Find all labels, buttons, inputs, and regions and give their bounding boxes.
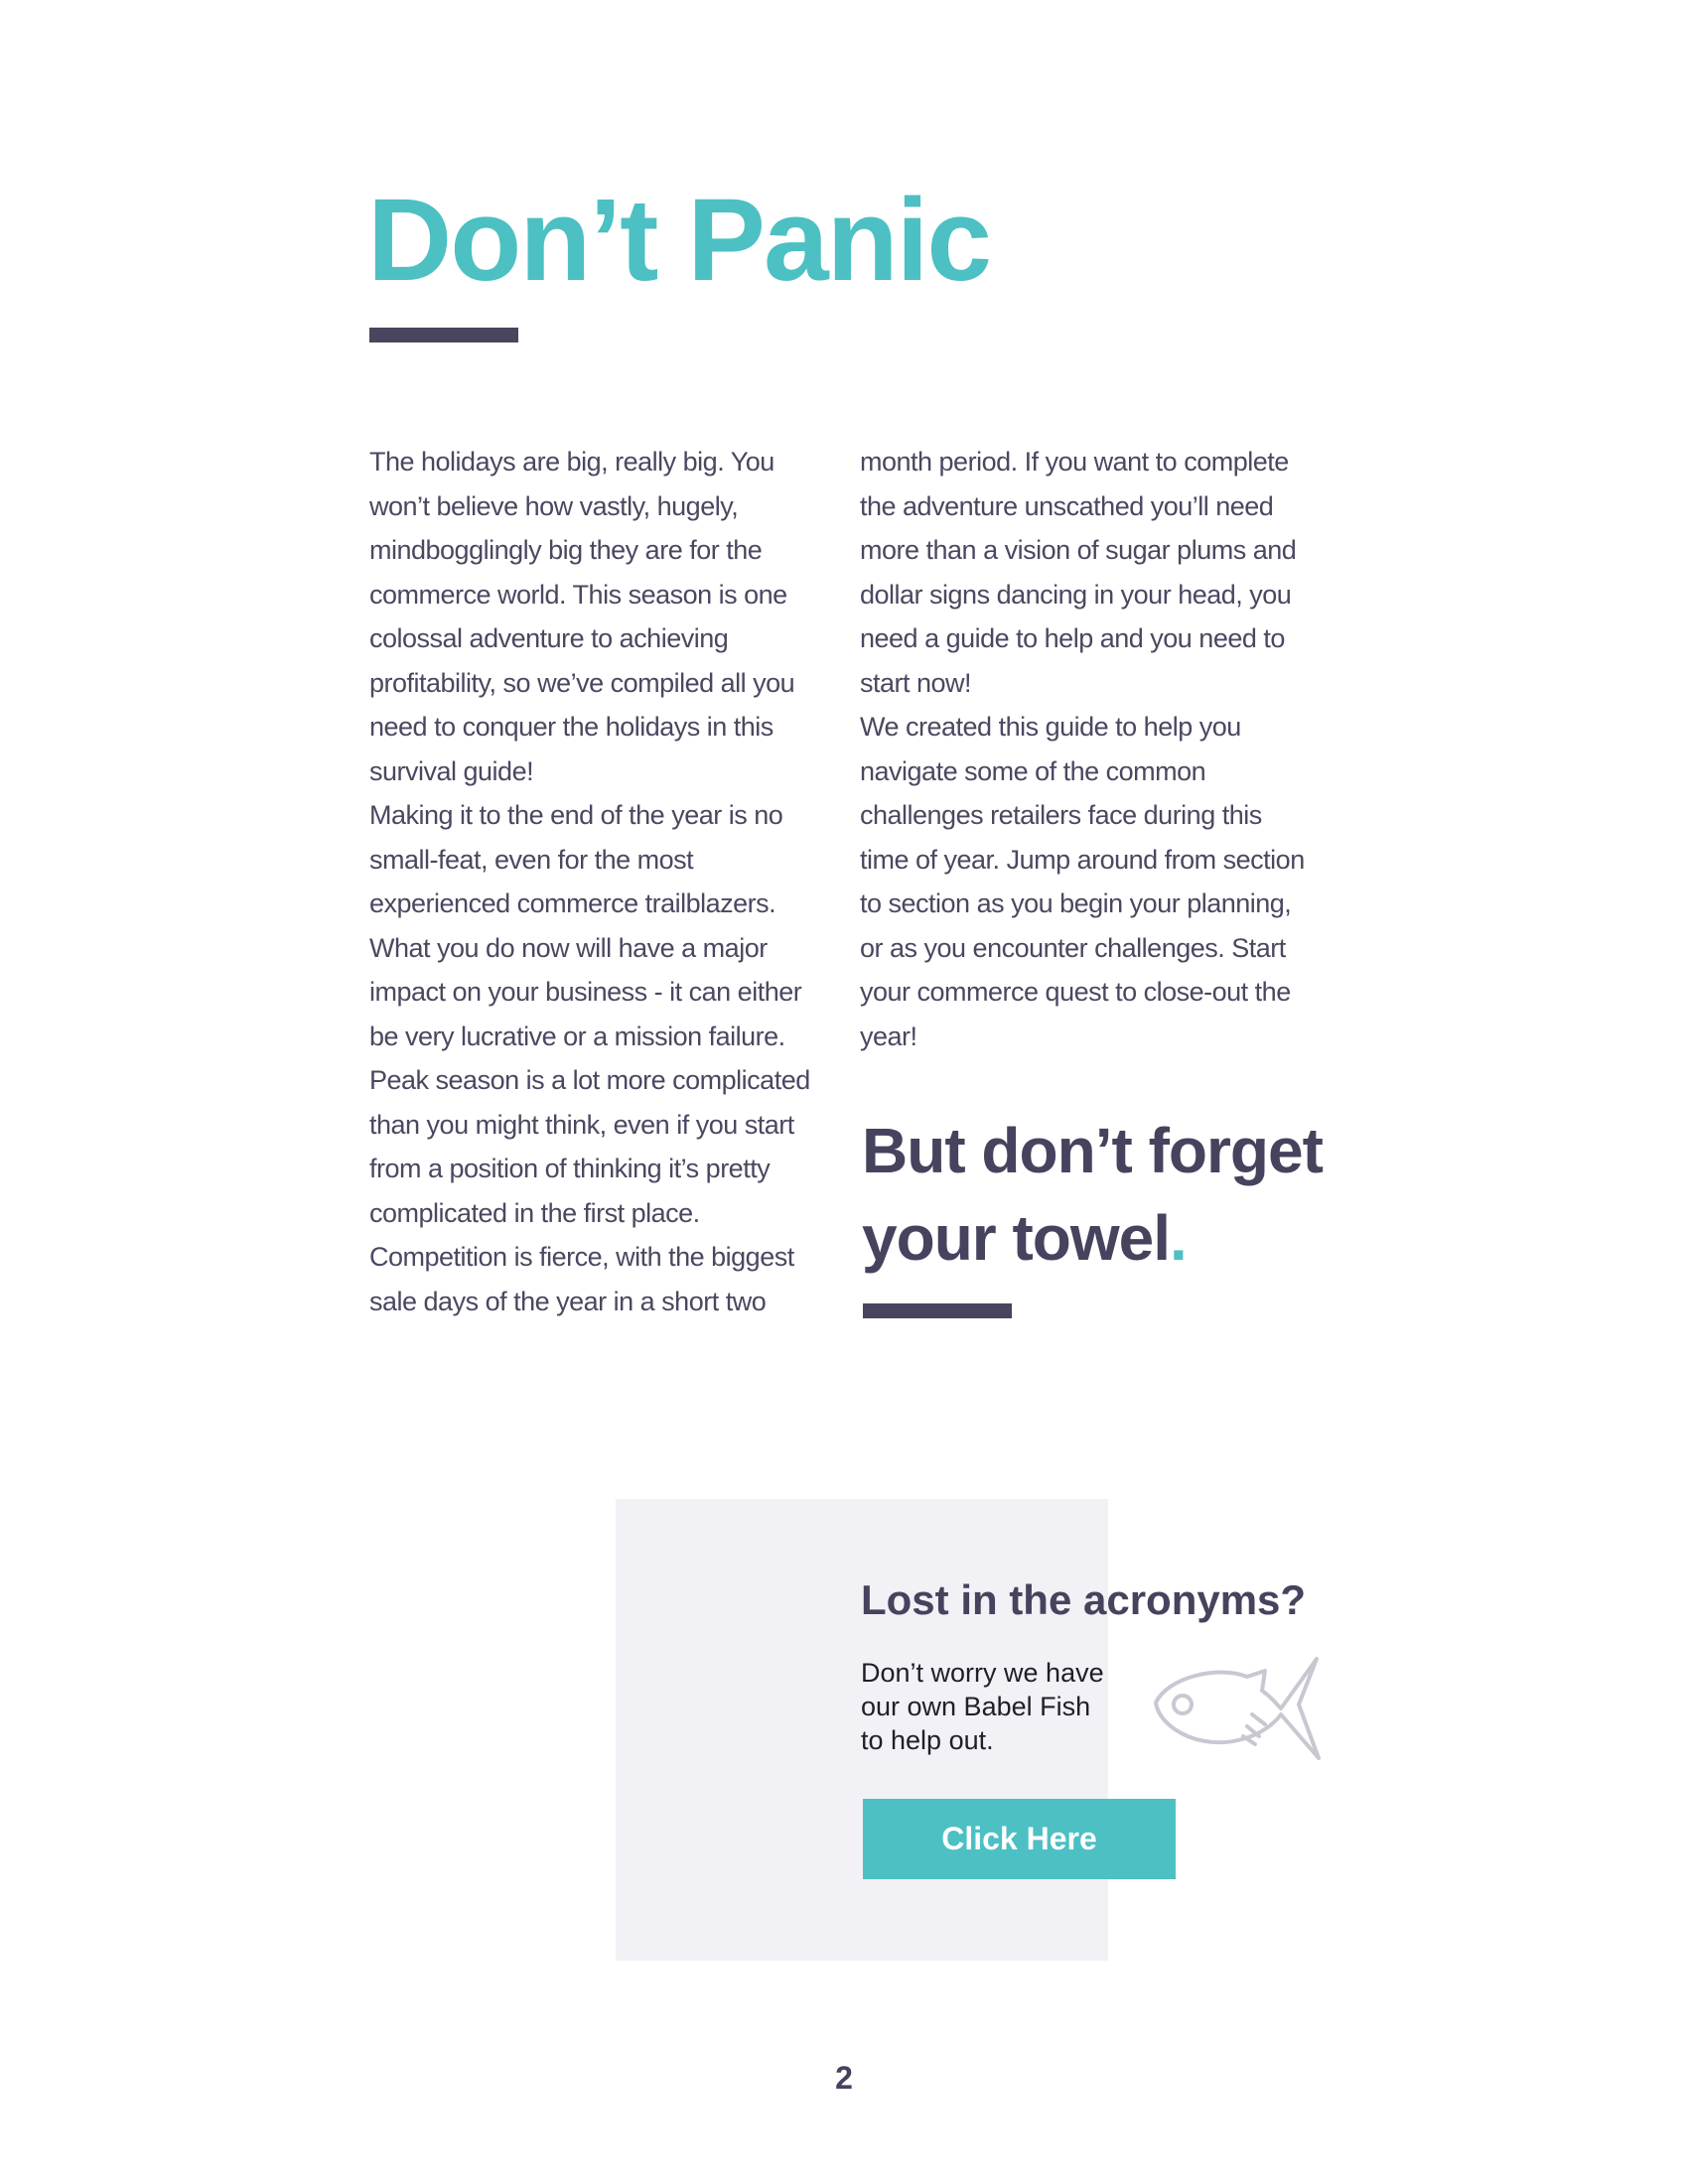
- subheading-line-2: your towel: [862, 1202, 1171, 1274]
- callout-line: Don’t worry we have: [861, 1658, 1104, 1688]
- title-underline: [369, 328, 518, 342]
- body-paragraph: The holidays are big, really big. You won’t believe how vastly, hugely, mindbogglingly big they are for the commerce world. This season is one colossal adventure to achieving profitability, so we’ve compiled all you need to conquer the holidays in this survival guide!: [369, 447, 795, 786]
- callout-title: Lost in the acronyms?: [861, 1576, 1307, 1623]
- accent-dot: .: [1170, 1202, 1187, 1274]
- callout-line: our own Babel Fish: [861, 1692, 1091, 1721]
- body-column-left: [369, 440, 826, 1323]
- subheading-underline: [863, 1303, 1012, 1318]
- callout-line: to help out.: [861, 1725, 994, 1755]
- click-here-button[interactable]: Click Here: [863, 1799, 1176, 1879]
- body-column-right: [860, 440, 1317, 1058]
- callout-text: [861, 1656, 1149, 1757]
- page-number: 2: [835, 2060, 853, 2096]
- subheading-line-1: But don’t forget: [862, 1115, 1323, 1186]
- body-paragraph: month period. If you want to complete the adventure unscathed you’ll need more than a vision of sugar plums and dollar signs dancing in your head, you need a guide to help and you need to start now!: [860, 447, 1297, 698]
- page-title: Don’t Panic: [367, 175, 991, 306]
- body-paragraph: We created this guide to help you navigate some of the common challenges retailers face during this time of year. Jump around from section to section as you begin your planning, or as you encounter challenges. Start your commerce quest to close-out the year!: [860, 712, 1305, 1051]
- body-paragraph: Making it to the end of the year is no small-feat, even for the most experienced commerce trailblazers. What you do now will have a major impact on your business - it can either be very lucrative or a mission failure. Peak season is a lot more complicated than you might think, even if you start from a position of thinking it’s pretty complicated in the first place. Competition is fierce, with the biggest sale days of the year in a short two: [369, 800, 810, 1316]
- subheading: [862, 1107, 1323, 1282]
- fish-icon: [1148, 1653, 1322, 1762]
